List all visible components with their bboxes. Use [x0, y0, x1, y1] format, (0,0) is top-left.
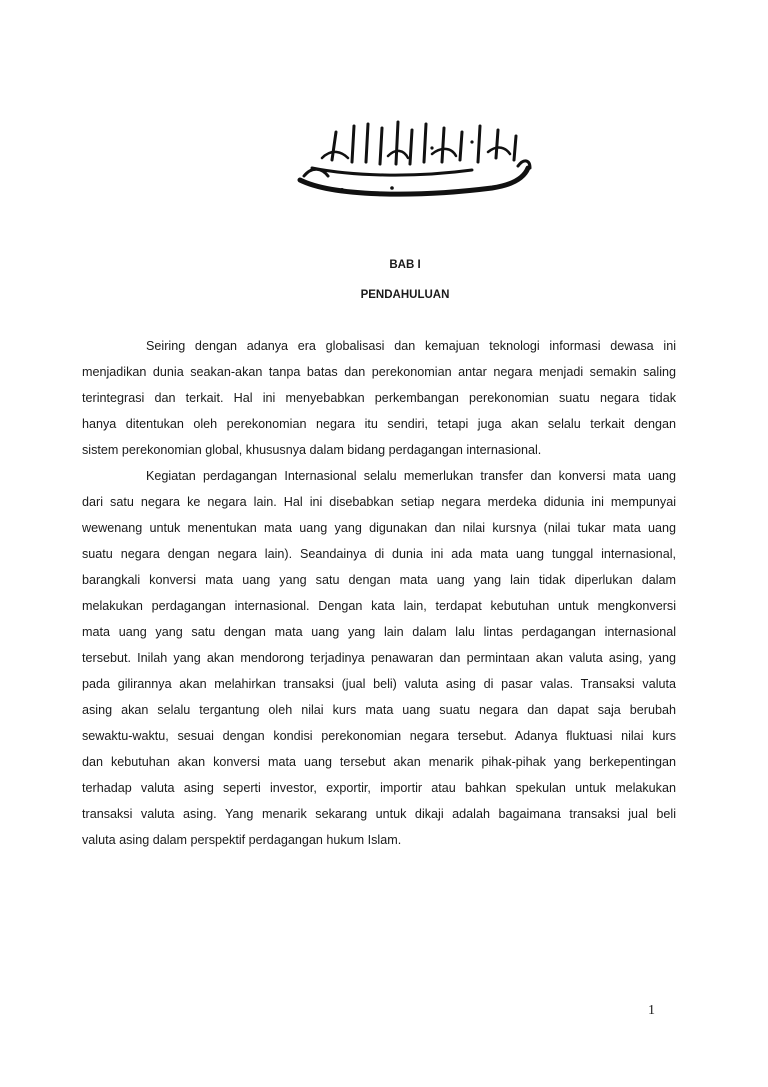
paragraph-2-line: pada gilirannya akan melahirkan transaksi (jual beli) valuta asing di pasar valas. Transaksi valuta	[82, 677, 676, 691]
paragraph-2-line: melakukan perdagangan internasional. Dengan kata lain, terdapat kebutuhan untuk mengkonversi	[82, 599, 676, 613]
paragraph-2-line: tersebut. Inilah yang akan mendorong terjadinya penawaran dan permintaan akan valuta asing, yang	[82, 651, 676, 665]
chapter-title: PENDAHULUAN	[360, 289, 450, 301]
paragraph-1-line: Seiring dengan adanya era globalisasi dan kemajuan teknologi informasi dewasa ini	[146, 339, 676, 353]
paragraph-2-line: dari satu negara ke negara lain. Hal ini disebabkan setiap negara merdeka didunia ini mempunyai	[82, 495, 676, 509]
paragraph-2-line: suatu negara dengan negara lain). Seandainya di dunia ini ada mata uang tunggal internasional,	[82, 547, 676, 561]
chapter-number: BAB I	[389, 259, 421, 271]
paragraph-1-line: menjadikan dunia seakan-akan tanpa batas dan perekonomian antar negara menjadi semakin saling	[82, 365, 676, 379]
bismillah-calligraphy-logo	[292, 118, 534, 200]
paragraph-1-line: sistem perekonomian global, khususnya dalam bidang perdagangan internasional.	[82, 443, 542, 457]
paragraph-2-line: asing akan selalu tergantung oleh nilai kurs mata uang suatu negara dan dapat saja berubah	[82, 703, 676, 717]
paragraph-2-line: dan kebutuhan akan konversi mata uang tersebut akan menarik pihak-pihak yang berkepentingan	[82, 755, 676, 769]
paragraph-1-line: terintegrasi dan terkait. Hal ini menyebabkan perkembangan perekonomian suatu negara tidak	[82, 391, 676, 405]
paragraph-2-line: sewaktu-waktu, sesuai dengan kondisi perekonomian negara tersebut. Adanya fluktuasi nilai kurs	[82, 729, 676, 743]
paragraph-1-line: hanya ditentukan oleh perekonomian negara itu sendiri, tetapi juga akan selalu terkait dengan	[82, 417, 676, 431]
paragraph-2-line: Kegiatan perdagangan Internasional selalu memerlukan transfer dan konversi mata uang	[146, 469, 676, 483]
page-number: 1	[648, 1003, 655, 1018]
paragraph-2-line: valuta asing dalam perspektif perdagangan hukum Islam.	[82, 833, 402, 847]
paragraph-2-line: wewenang untuk menentukan mata uang yang digunakan dan nilai kursnya (nilai tukar mata uang	[82, 521, 676, 535]
paragraph-2-line: terhadap valuta asing seperti investor, exportir, importir atau bahkan spekulan untuk melakukan	[82, 781, 676, 795]
paragraph-2-line: mata uang yang satu dengan mata uang yang lain dalam lalu lintas perdagangan internasional	[82, 625, 676, 639]
paragraph-2-line: barangkali konversi mata uang yang satu dengan mata uang yang lain tidak diperlukan dalam	[82, 573, 676, 587]
paragraph-2-line: transaksi valuta asing. Yang menarik sekarang untuk dikaji adalah bagaimana transaksi jual beli	[82, 807, 676, 821]
